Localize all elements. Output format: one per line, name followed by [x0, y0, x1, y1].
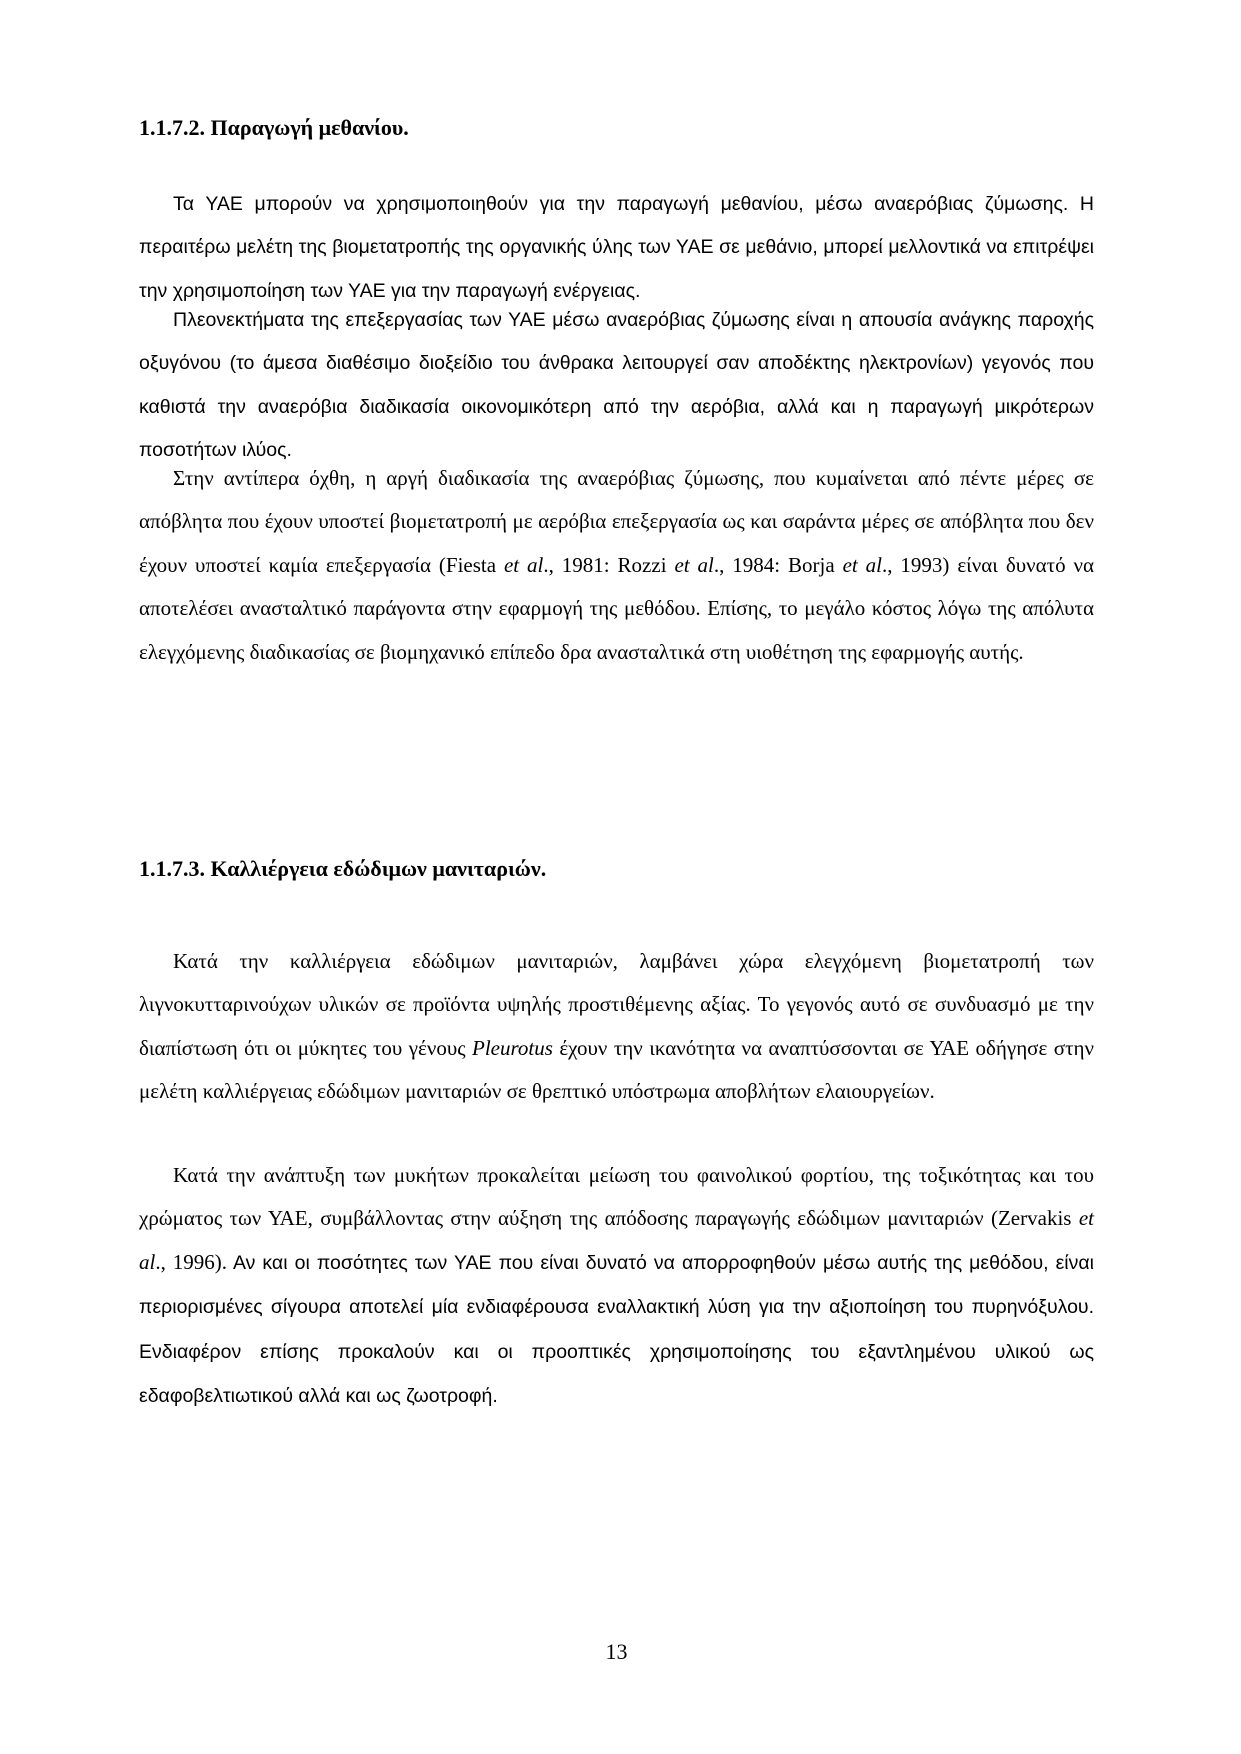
section-heading-methane: 1.1.7.2. Παραγωγή μεθανίου.: [139, 115, 409, 140]
citation-et-al: et al: [674, 552, 714, 577]
text-segment: ., 1996).: [155, 1249, 227, 1274]
citation-et-al: et al: [139, 1206, 1094, 1274]
paragraph-methane-disadvantages: [139, 457, 1094, 674]
paragraph-mushrooms-intro: [139, 940, 1094, 1114]
text-segment: ., 1993) είναι δυνατό να αποτελέσει ανασταλτικό παράγοντα στην εφαρμογή της μεθόδου. Επίσης, το μεγάλο κόστος λόγω της απόλυτα ελεγχόμενης διαδικασίας σε βιομηχανικό επίπεδο δρα ανασταλτικά στη υιοθέτηση της εφαρμογής αυτής.: [139, 552, 1094, 664]
paragraph-methane-advantages: Πλεονεκτήματα της επεξεργασίας των ΥΑΕ μέσω αναερόβιας ζύμωσης είναι η απουσία ανάγκης παροχής οξυγόνου (το άμεσα διαθέσιμο διοξείδιο του άνθρακα λειτουργεί σαν αποδέκτης ηλεκτρονίων) γεγονός που καθιστά την αναερόβια διαδικασία οικονομικότερη από την αερόβια, αλλά και η παραγωγή μικρότερων ποσοτήτων ιλύος.: [139, 309, 1094, 462]
text-segment: Στην αντίπερα όχθη, η αργή διαδικασία της αναερόβιας ζύμωσης, που κυμαίνεται από πέντε μέρες σε απόβλητα που έχουν υποστεί βιομετατροπή με αερόβια επεξεργασία ως και σαράντα μέρες σε απόβλητα που δεν έχουν υποστεί καμία επεξεργασία (Fiesta: [139, 466, 1094, 577]
text-segment: έχουν την ικανότητα να αναπτύσσονται σε ΥΑΕ οδήγησε στην μελέτη καλλιέργειας εδώδιμων μανιταριών σε θρεπτικό υπόστρωμα αποβλήτων ελαιουργείων.: [139, 1035, 1094, 1104]
paragraph-methane-intro: Τα ΥΑΕ μπορούν να χρησιμοποιηθούν για την παραγωγή μεθανίου, μέσω αναερόβιας ζύμωσης. Η περαιτέρω μελέτη της βιομετατροπής της οργανικής ύλης των ΥΑΕ σε μεθάνιο, μπορεί μελλοντικά να επιτρέψει την χρησιμοποίηση των ΥΑΕ για την παραγωγή ενέργειας.: [139, 193, 1094, 302]
page-number: 13: [605, 1639, 628, 1664]
paragraph-mushrooms-benefits: [139, 1154, 1094, 1418]
text-segment: Κατά την καλλιέργεια εδώδιμων μανιταριών, λαμβάνει χώρα ελεγχόμενη βιομετατροπή των λιγνοκυτταρινούχων υλικών σε προϊόντα υψηλής προστιθέμενης αξίας. Το γεγονός αυτό σε συνδυασμό με την διαπίστωση ότι οι μύκητες του γένους: [139, 949, 1094, 1060]
section-heading-mushrooms: 1.1.7.3. Καλλιέργεια εδώδιμων μανιταριών.: [139, 856, 547, 881]
text-segment: Αν και οι ποσότητες των ΥΑΕ που είναι δυνατό να απορροφηθούν μέσω αυτής της μεθόδου, είναι περιορισμένες σίγουρα αποτελεί μία ενδιαφέρουσα εναλλακτική λύση για την αξιοποίηση του πυρηνόξυλου. Ενδιαφέρον επίσης προκαλούν και οι προοπτικές χρησιμοποίησης του εξαντλημένου υλικού ως εδαφοβελτιωτικού αλλά και ως ζωοτροφή.: [139, 1251, 1094, 1408]
document-page: [139, 0, 1094, 1754]
genus-name: Pleurotus: [472, 1035, 553, 1060]
text-segment: ., 1984: Borja: [713, 552, 843, 577]
text-segment: ., 1981: Rozzi: [543, 552, 675, 577]
citation-et-al: et al: [842, 552, 882, 577]
text-segment: Κατά την ανάπτυξη των μυκήτων προκαλείται μείωση του φαινολικού φορτίου, της τοξικότητας και του χρώματος των ΥΑΕ, συμβάλλοντας στην αύξηση της απόδοσης παραγωγής εδώδιμων μανιταριών (Zervakis: [139, 1163, 1094, 1231]
citation-et-al: et al: [503, 552, 544, 577]
